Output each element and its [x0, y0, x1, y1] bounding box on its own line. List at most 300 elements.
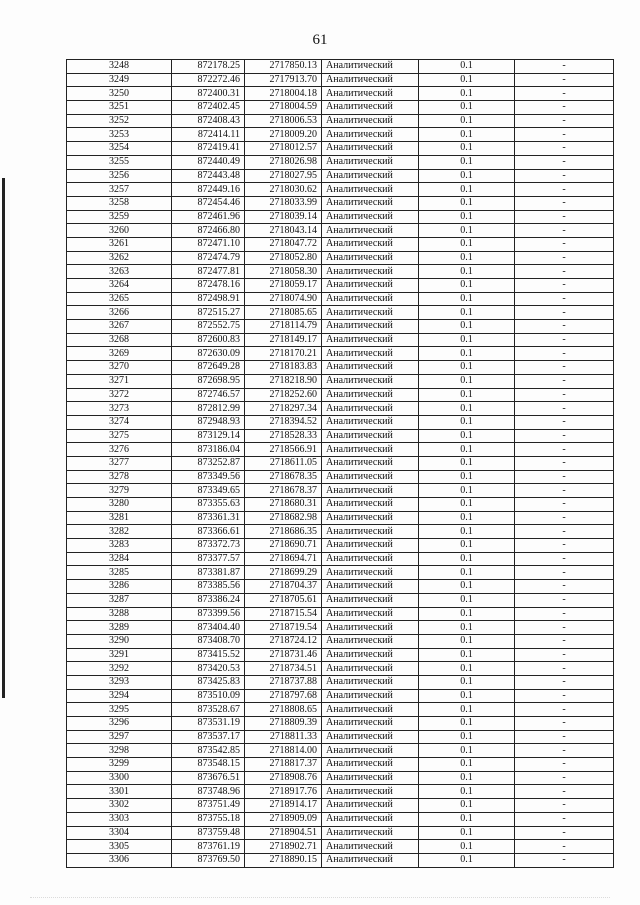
accuracy-cell: 0.1	[419, 771, 515, 785]
table-row	[67, 142, 614, 156]
method-cell: Аналитический	[322, 155, 419, 169]
note-cell: -	[515, 580, 614, 594]
method-cell: Аналитический	[322, 251, 419, 265]
accuracy-cell: 0.1	[419, 580, 515, 594]
accuracy-cell: 0.1	[419, 675, 515, 689]
point-number-cell: 3258	[67, 196, 172, 210]
accuracy-cell: 0.1	[419, 142, 515, 156]
table-row	[67, 853, 614, 867]
method-cell: Аналитический	[322, 347, 419, 361]
point-number-cell: 3253	[67, 128, 172, 142]
x-coordinate-cell: 872477.81	[172, 265, 245, 279]
y-coordinate-cell: 2718690.71	[245, 539, 322, 553]
accuracy-cell: 0.1	[419, 415, 515, 429]
method-cell: Аналитический	[322, 101, 419, 115]
point-number-cell: 3297	[67, 730, 172, 744]
note-cell: -	[515, 251, 614, 265]
point-number-cell: 3296	[67, 717, 172, 731]
x-coordinate-cell: 873425.83	[172, 675, 245, 689]
y-coordinate-cell: 2718114.79	[245, 320, 322, 334]
point-number-cell: 3306	[67, 853, 172, 867]
y-coordinate-cell: 2718059.17	[245, 279, 322, 293]
y-coordinate-cell: 2718047.72	[245, 237, 322, 251]
point-number-cell: 3250	[67, 87, 172, 101]
table-row	[67, 333, 614, 347]
table-body	[67, 60, 614, 868]
point-number-cell: 3279	[67, 484, 172, 498]
accuracy-cell: 0.1	[419, 196, 515, 210]
method-cell: Аналитический	[322, 552, 419, 566]
method-cell: Аналитический	[322, 73, 419, 87]
accuracy-cell: 0.1	[419, 634, 515, 648]
method-cell: Аналитический	[322, 60, 419, 74]
accuracy-cell: 0.1	[419, 73, 515, 87]
y-coordinate-cell: 2718715.54	[245, 607, 322, 621]
point-number-cell: 3302	[67, 799, 172, 813]
y-coordinate-cell: 2718811.33	[245, 730, 322, 744]
table-row	[67, 361, 614, 375]
note-cell: -	[515, 799, 614, 813]
note-cell: -	[515, 142, 614, 156]
note-cell: -	[515, 525, 614, 539]
y-coordinate-cell: 2718808.65	[245, 703, 322, 717]
accuracy-cell: 0.1	[419, 552, 515, 566]
method-cell: Аналитический	[322, 799, 419, 813]
point-number-cell: 3303	[67, 812, 172, 826]
point-number-cell: 3255	[67, 155, 172, 169]
note-cell: -	[515, 539, 614, 553]
table-row	[67, 183, 614, 197]
point-number-cell: 3265	[67, 292, 172, 306]
x-coordinate-cell: 873355.63	[172, 498, 245, 512]
point-number-cell: 3260	[67, 224, 172, 238]
table-row	[67, 675, 614, 689]
x-coordinate-cell: 873415.52	[172, 648, 245, 662]
method-cell: Аналитический	[322, 840, 419, 854]
x-coordinate-cell: 872461.96	[172, 210, 245, 224]
note-cell: -	[515, 470, 614, 484]
accuracy-cell: 0.1	[419, 402, 515, 416]
y-coordinate-cell: 2718686.35	[245, 525, 322, 539]
y-coordinate-cell: 2717913.70	[245, 73, 322, 87]
y-coordinate-cell: 2718009.20	[245, 128, 322, 142]
x-coordinate-cell: 873129.14	[172, 429, 245, 443]
accuracy-cell: 0.1	[419, 87, 515, 101]
table-row	[67, 840, 614, 854]
method-cell: Аналитический	[322, 470, 419, 484]
accuracy-cell: 0.1	[419, 703, 515, 717]
accuracy-cell: 0.1	[419, 456, 515, 470]
accuracy-cell: 0.1	[419, 60, 515, 74]
method-cell: Аналитический	[322, 785, 419, 799]
y-coordinate-cell: 2718817.37	[245, 758, 322, 772]
x-coordinate-cell: 873542.85	[172, 744, 245, 758]
note-cell: -	[515, 279, 614, 293]
x-coordinate-cell: 873386.24	[172, 593, 245, 607]
y-coordinate-cell: 2718914.17	[245, 799, 322, 813]
accuracy-cell: 0.1	[419, 662, 515, 676]
x-coordinate-cell: 873349.56	[172, 470, 245, 484]
note-cell: -	[515, 128, 614, 142]
point-number-cell: 3300	[67, 771, 172, 785]
y-coordinate-cell: 2718678.37	[245, 484, 322, 498]
table-row	[67, 703, 614, 717]
table-row	[67, 456, 614, 470]
table-row	[67, 758, 614, 772]
table-row	[67, 812, 614, 826]
y-coordinate-cell: 2718705.61	[245, 593, 322, 607]
point-number-cell: 3285	[67, 566, 172, 580]
y-coordinate-cell: 2718004.18	[245, 87, 322, 101]
accuracy-cell: 0.1	[419, 128, 515, 142]
table-row	[67, 717, 614, 731]
note-cell: -	[515, 224, 614, 238]
y-coordinate-cell: 2718719.54	[245, 621, 322, 635]
y-coordinate-cell: 2718566.91	[245, 443, 322, 457]
accuracy-cell: 0.1	[419, 607, 515, 621]
x-coordinate-cell: 873366.61	[172, 525, 245, 539]
point-number-cell: 3288	[67, 607, 172, 621]
y-coordinate-cell: 2718678.35	[245, 470, 322, 484]
table-row	[67, 785, 614, 799]
table-row	[67, 320, 614, 334]
y-coordinate-cell: 2718026.98	[245, 155, 322, 169]
accuracy-cell: 0.1	[419, 443, 515, 457]
note-cell: -	[515, 388, 614, 402]
accuracy-cell: 0.1	[419, 429, 515, 443]
y-coordinate-cell: 2718027.95	[245, 169, 322, 183]
method-cell: Аналитический	[322, 415, 419, 429]
y-coordinate-cell: 2718039.14	[245, 210, 322, 224]
x-coordinate-cell: 873759.48	[172, 826, 245, 840]
accuracy-cell: 0.1	[419, 265, 515, 279]
method-cell: Аналитический	[322, 224, 419, 238]
y-coordinate-cell: 2718682.98	[245, 511, 322, 525]
method-cell: Аналитический	[322, 306, 419, 320]
method-cell: Аналитический	[322, 237, 419, 251]
note-cell: -	[515, 634, 614, 648]
method-cell: Аналитический	[322, 183, 419, 197]
x-coordinate-cell: 872454.46	[172, 196, 245, 210]
accuracy-cell: 0.1	[419, 484, 515, 498]
method-cell: Аналитический	[322, 388, 419, 402]
method-cell: Аналитический	[322, 361, 419, 375]
table-row	[67, 525, 614, 539]
point-number-cell: 3299	[67, 758, 172, 772]
table-row	[67, 279, 614, 293]
accuracy-cell: 0.1	[419, 840, 515, 854]
note-cell: -	[515, 552, 614, 566]
x-coordinate-cell: 872443.48	[172, 169, 245, 183]
method-cell: Аналитический	[322, 128, 419, 142]
point-number-cell: 3293	[67, 675, 172, 689]
x-coordinate-cell: 872515.27	[172, 306, 245, 320]
table-row	[67, 169, 614, 183]
point-number-cell: 3259	[67, 210, 172, 224]
y-coordinate-cell: 2718908.76	[245, 771, 322, 785]
note-cell: -	[515, 196, 614, 210]
note-cell: -	[515, 607, 614, 621]
note-cell: -	[515, 101, 614, 115]
note-cell: -	[515, 443, 614, 457]
accuracy-cell: 0.1	[419, 292, 515, 306]
x-coordinate-cell: 872449.16	[172, 183, 245, 197]
note-cell: -	[515, 429, 614, 443]
y-coordinate-cell: 2718218.90	[245, 374, 322, 388]
y-coordinate-cell: 2718183.83	[245, 361, 322, 375]
point-number-cell: 3287	[67, 593, 172, 607]
x-coordinate-cell: 872948.93	[172, 415, 245, 429]
note-cell: -	[515, 785, 614, 799]
method-cell: Аналитический	[322, 333, 419, 347]
method-cell: Аналитический	[322, 607, 419, 621]
note-cell: -	[515, 593, 614, 607]
note-cell: -	[515, 402, 614, 416]
note-cell: -	[515, 758, 614, 772]
note-cell: -	[515, 87, 614, 101]
point-number-cell: 3261	[67, 237, 172, 251]
x-coordinate-cell: 873377.57	[172, 552, 245, 566]
y-coordinate-cell: 2718902.71	[245, 840, 322, 854]
table-row	[67, 511, 614, 525]
x-coordinate-cell: 872440.49	[172, 155, 245, 169]
coordinates-table	[66, 59, 614, 868]
x-coordinate-cell: 872471.10	[172, 237, 245, 251]
accuracy-cell: 0.1	[419, 826, 515, 840]
accuracy-cell: 0.1	[419, 744, 515, 758]
method-cell: Аналитический	[322, 717, 419, 731]
x-coordinate-cell: 873769.50	[172, 853, 245, 867]
accuracy-cell: 0.1	[419, 498, 515, 512]
x-coordinate-cell: 873186.04	[172, 443, 245, 457]
accuracy-cell: 0.1	[419, 155, 515, 169]
x-coordinate-cell: 872400.31	[172, 87, 245, 101]
accuracy-cell: 0.1	[419, 333, 515, 347]
accuracy-cell: 0.1	[419, 306, 515, 320]
method-cell: Аналитический	[322, 703, 419, 717]
note-cell: -	[515, 265, 614, 279]
x-coordinate-cell: 873510.09	[172, 689, 245, 703]
accuracy-cell: 0.1	[419, 730, 515, 744]
note-cell: -	[515, 744, 614, 758]
note-cell: -	[515, 498, 614, 512]
accuracy-cell: 0.1	[419, 388, 515, 402]
note-cell: -	[515, 771, 614, 785]
note-cell: -	[515, 675, 614, 689]
y-coordinate-cell: 2718704.37	[245, 580, 322, 594]
table-row	[67, 826, 614, 840]
note-cell: -	[515, 484, 614, 498]
y-coordinate-cell: 2718058.30	[245, 265, 322, 279]
y-coordinate-cell: 2718737.88	[245, 675, 322, 689]
note-cell: -	[515, 114, 614, 128]
note-cell: -	[515, 415, 614, 429]
table-row	[67, 443, 614, 457]
table-row	[67, 621, 614, 635]
x-coordinate-cell: 872272.46	[172, 73, 245, 87]
y-coordinate-cell: 2718904.51	[245, 826, 322, 840]
note-cell: -	[515, 292, 614, 306]
note-cell: -	[515, 840, 614, 854]
note-cell: -	[515, 237, 614, 251]
method-cell: Аналитический	[322, 402, 419, 416]
note-cell: -	[515, 621, 614, 635]
table-row	[67, 539, 614, 553]
method-cell: Аналитический	[322, 443, 419, 457]
note-cell: -	[515, 730, 614, 744]
method-cell: Аналитический	[322, 744, 419, 758]
table-row	[67, 101, 614, 115]
y-coordinate-cell: 2718734.51	[245, 662, 322, 676]
table-row	[67, 429, 614, 443]
note-cell: -	[515, 812, 614, 826]
table-row	[67, 607, 614, 621]
y-coordinate-cell: 2718149.17	[245, 333, 322, 347]
accuracy-cell: 0.1	[419, 511, 515, 525]
method-cell: Аналитический	[322, 320, 419, 334]
method-cell: Аналитический	[322, 812, 419, 826]
point-number-cell: 3282	[67, 525, 172, 539]
point-number-cell: 3268	[67, 333, 172, 347]
method-cell: Аналитический	[322, 279, 419, 293]
y-coordinate-cell: 2718085.65	[245, 306, 322, 320]
note-cell: -	[515, 155, 614, 169]
x-coordinate-cell: 873399.56	[172, 607, 245, 621]
x-coordinate-cell: 872474.79	[172, 251, 245, 265]
table-row	[67, 552, 614, 566]
x-coordinate-cell: 873531.19	[172, 717, 245, 731]
accuracy-cell: 0.1	[419, 237, 515, 251]
table-row	[67, 799, 614, 813]
table-row	[67, 662, 614, 676]
note-cell: -	[515, 566, 614, 580]
note-cell: -	[515, 183, 614, 197]
x-coordinate-cell: 872812.99	[172, 402, 245, 416]
point-number-cell: 3291	[67, 648, 172, 662]
point-number-cell: 3249	[67, 73, 172, 87]
y-coordinate-cell: 2718724.12	[245, 634, 322, 648]
table-row	[67, 87, 614, 101]
point-number-cell: 3280	[67, 498, 172, 512]
accuracy-cell: 0.1	[419, 470, 515, 484]
x-coordinate-cell: 873361.31	[172, 511, 245, 525]
note-cell: -	[515, 374, 614, 388]
point-number-cell: 3294	[67, 689, 172, 703]
point-number-cell: 3267	[67, 320, 172, 334]
table-row	[67, 306, 614, 320]
note-cell: -	[515, 456, 614, 470]
method-cell: Аналитический	[322, 853, 419, 867]
y-coordinate-cell: 2718074.90	[245, 292, 322, 306]
note-cell: -	[515, 689, 614, 703]
x-coordinate-cell: 872419.41	[172, 142, 245, 156]
point-number-cell: 3252	[67, 114, 172, 128]
table-row	[67, 744, 614, 758]
point-number-cell: 3269	[67, 347, 172, 361]
point-number-cell: 3256	[67, 169, 172, 183]
y-coordinate-cell: 2718170.21	[245, 347, 322, 361]
y-coordinate-cell: 2718814.00	[245, 744, 322, 758]
y-coordinate-cell: 2718680.31	[245, 498, 322, 512]
point-number-cell: 3292	[67, 662, 172, 676]
y-coordinate-cell: 2718252.60	[245, 388, 322, 402]
method-cell: Аналитический	[322, 456, 419, 470]
accuracy-cell: 0.1	[419, 785, 515, 799]
method-cell: Аналитический	[322, 429, 419, 443]
accuracy-cell: 0.1	[419, 853, 515, 867]
point-number-cell: 3270	[67, 361, 172, 375]
accuracy-cell: 0.1	[419, 210, 515, 224]
method-cell: Аналитический	[322, 675, 419, 689]
point-number-cell: 3289	[67, 621, 172, 635]
table-row	[67, 634, 614, 648]
note-cell: -	[515, 60, 614, 74]
y-coordinate-cell: 2718611.05	[245, 456, 322, 470]
accuracy-cell: 0.1	[419, 114, 515, 128]
table-row	[67, 265, 614, 279]
accuracy-cell: 0.1	[419, 812, 515, 826]
y-coordinate-cell: 2718004.59	[245, 101, 322, 115]
y-coordinate-cell: 2718006.53	[245, 114, 322, 128]
method-cell: Аналитический	[322, 689, 419, 703]
point-number-cell: 3262	[67, 251, 172, 265]
note-cell: -	[515, 169, 614, 183]
method-cell: Аналитический	[322, 580, 419, 594]
table-row	[67, 347, 614, 361]
x-coordinate-cell: 872408.43	[172, 114, 245, 128]
x-coordinate-cell: 873385.56	[172, 580, 245, 594]
table-row	[67, 224, 614, 238]
point-number-cell: 3272	[67, 388, 172, 402]
table-row	[67, 210, 614, 224]
accuracy-cell: 0.1	[419, 758, 515, 772]
table-row	[67, 580, 614, 594]
table-row	[67, 689, 614, 703]
accuracy-cell: 0.1	[419, 183, 515, 197]
point-number-cell: 3304	[67, 826, 172, 840]
method-cell: Аналитический	[322, 169, 419, 183]
table-row	[67, 593, 614, 607]
accuracy-cell: 0.1	[419, 689, 515, 703]
x-coordinate-cell: 873408.70	[172, 634, 245, 648]
point-number-cell: 3271	[67, 374, 172, 388]
note-cell: -	[515, 662, 614, 676]
note-cell: -	[515, 511, 614, 525]
y-coordinate-cell: 2718012.57	[245, 142, 322, 156]
point-number-cell: 3264	[67, 279, 172, 293]
method-cell: Аналитический	[322, 593, 419, 607]
page-number: 61	[312, 32, 328, 48]
method-cell: Аналитический	[322, 142, 419, 156]
point-number-cell: 3266	[67, 306, 172, 320]
method-cell: Аналитический	[322, 566, 419, 580]
method-cell: Аналитический	[322, 758, 419, 772]
y-coordinate-cell: 2718809.39	[245, 717, 322, 731]
x-coordinate-cell: 873404.40	[172, 621, 245, 635]
x-coordinate-cell: 873548.15	[172, 758, 245, 772]
y-coordinate-cell: 2718909.09	[245, 812, 322, 826]
method-cell: Аналитический	[322, 196, 419, 210]
note-cell: -	[515, 826, 614, 840]
x-coordinate-cell: 872630.09	[172, 347, 245, 361]
accuracy-cell: 0.1	[419, 621, 515, 635]
note-cell: -	[515, 703, 614, 717]
y-coordinate-cell: 2718030.62	[245, 183, 322, 197]
method-cell: Аналитический	[322, 634, 419, 648]
method-cell: Аналитический	[322, 374, 419, 388]
x-coordinate-cell: 872498.91	[172, 292, 245, 306]
accuracy-cell: 0.1	[419, 347, 515, 361]
